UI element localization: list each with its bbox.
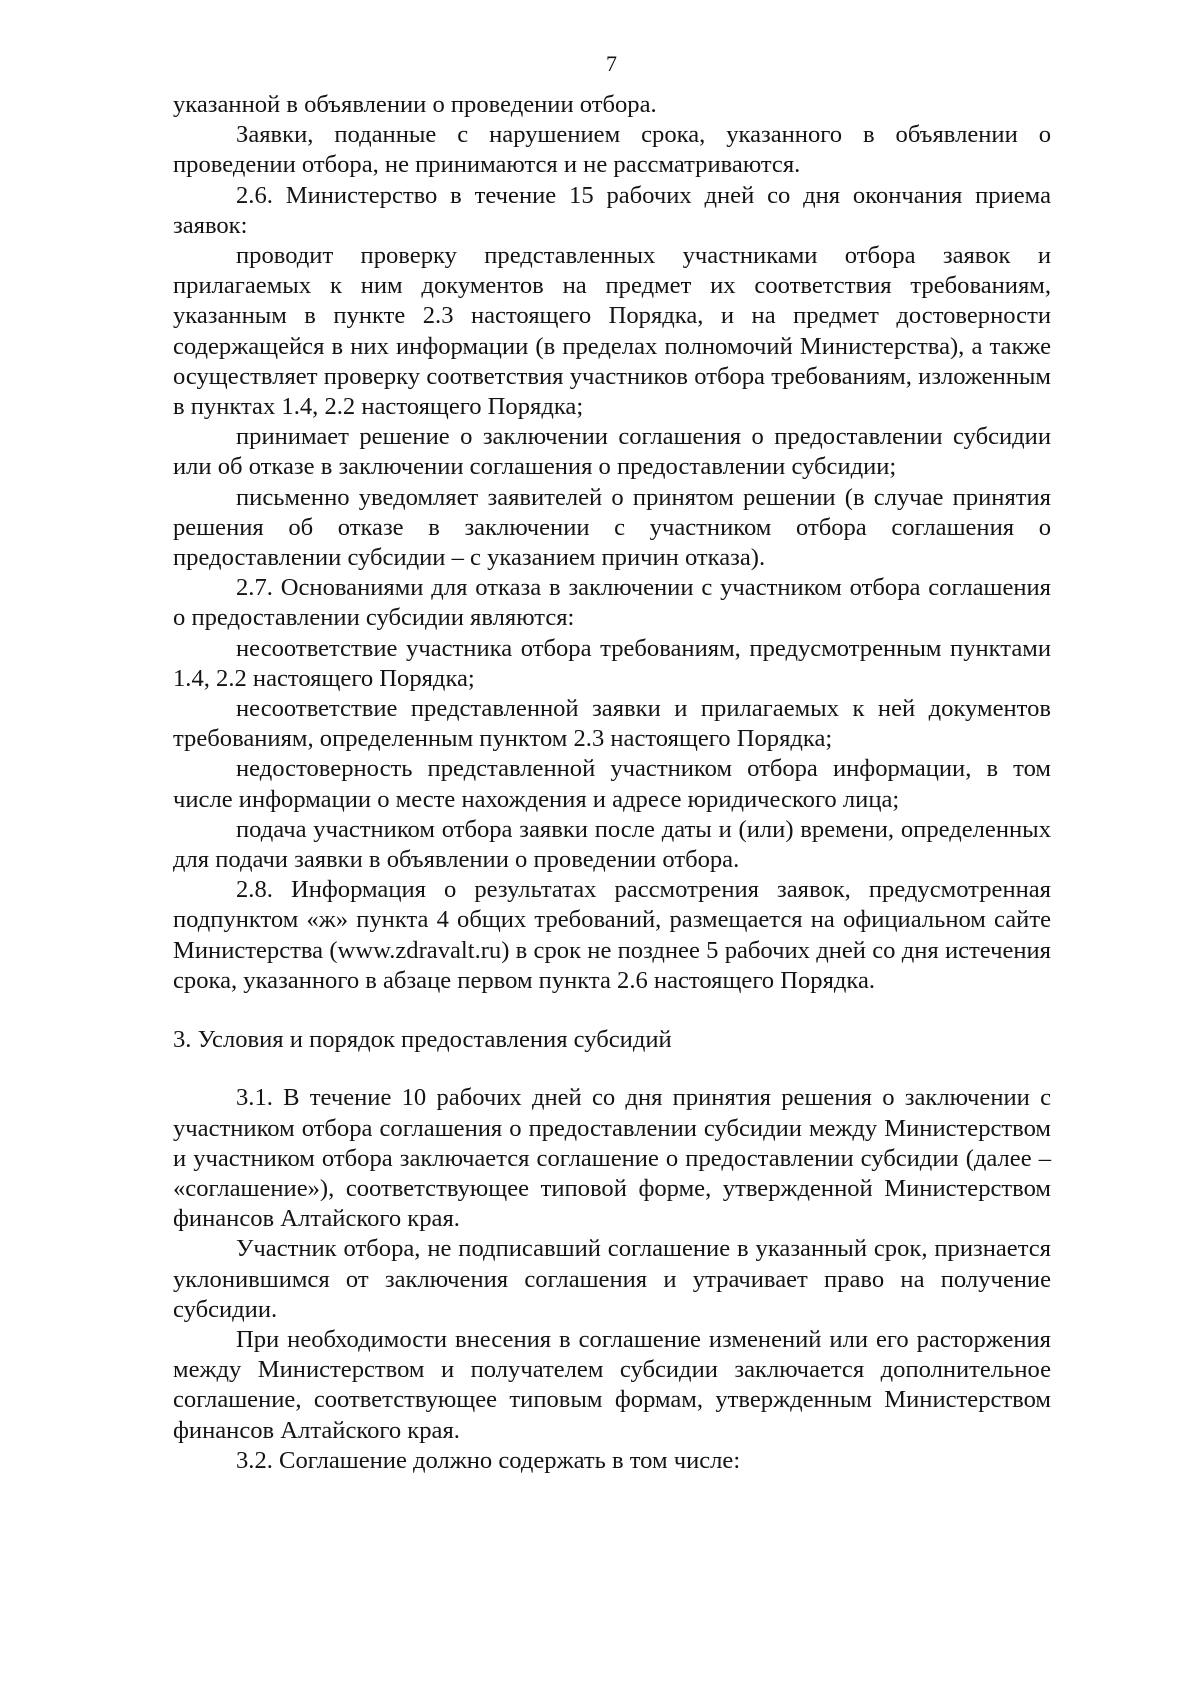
page-number: 7 <box>606 51 617 76</box>
paragraph: несоответствие участника отбора требованиям, предусмотренным пунктами 1.4, 2.2 настоящего Порядка; <box>173 634 1051 692</box>
paragraph: 2.7. Основаниями для отказа в заключении с участником отбора соглашения о предоставлении субсидии являются: <box>173 574 1051 632</box>
paragraph: 3.1. В течение 10 рабочих дней со дня принятия решения о заключении с участником отбора соглашения о предоставлении субсидии между Министерством и участником отбора заключается соглашение о предоставлении субсидии (далее – «соглашение»), соответствующее типовой форме, утвержденной Министерством финансов Алтайского края. <box>173 1084 1051 1233</box>
paragraph: проводит проверку представленных участниками отбора заявок и прилагаемых к ним документов на предмет их соответствия требованиям, указанным в пункте 2.3 настоящего Порядка, и на предмет достоверности содержащейся в них информации (в пределах полномочий Министерства), а также осуществляет проверку соответствия участников отбора требованиям, изложенным в пунктах 1.4, 2.2 настоящего Порядка; <box>173 242 1051 421</box>
paragraph: недостоверность представленной участником отбора информации, в том числе информации о месте нахождения и адресе юридического лица; <box>173 755 1051 813</box>
paragraph: принимает решение о заключении соглашения о предоставлении субсидии или об отказе в заключении соглашения о предоставлении субсидии; <box>173 423 1051 481</box>
section-heading: 3. Условия и порядок предоставления субсидий <box>173 1026 672 1054</box>
paragraph: Участник отбора, не подписавший соглашение в указанный срок, признается уклонившимся от заключения соглашения и утрачивает право на получение субсидии. <box>173 1235 1051 1323</box>
paragraph: 2.6. Министерство в течение 15 рабочих дней со дня окончания приема заявок: <box>173 181 1051 239</box>
document-body <box>173 90 1051 1476</box>
paragraph: Заявки, поданные с нарушением срока, указанного в объявлении о проведении отбора, не принимаются и не рассматриваются. <box>173 121 1051 179</box>
paragraph: письменно уведомляет заявителей о принятом решении (в случае принятия решения об отказе в заключении с участником отбора соглашения о предоставлении субсидии – с указанием причин отказа). <box>173 483 1051 572</box>
paragraph: указанной в объявлении о проведении отбора. <box>173 91 657 118</box>
paragraph: 3.2. Соглашение должно содержать в том числе: <box>236 1446 741 1474</box>
paragraph: несоответствие представленной заявки и прилагаемых к ней документов требованиям, определенным пунктом 2.3 настоящего Порядка; <box>173 695 1051 753</box>
paragraph: 2.8. Информация о результатах рассмотрения заявок, предусмотренная подпунктом «ж» пункта 4 общих требований, размещается на официальном сайте Министерства (www.zdravalt.ru) в срок не позднее 5 рабочих дней со дня истечения срока, указанного в абзаце первом пункта 2.6 настоящего Порядка. <box>173 876 1051 994</box>
paragraph: При необходимости внесения в соглашение изменений или его расторжения между Министерством и получателем субсидии заключается дополнительное соглашение, соответствующее типовым формам, утвержденным Министерством финансов Алтайского края. <box>173 1325 1051 1444</box>
paragraph: подача участником отбора заявки после даты и (или) времени, определенных для подачи заявки в объявлении о проведении отбора. <box>173 815 1051 874</box>
